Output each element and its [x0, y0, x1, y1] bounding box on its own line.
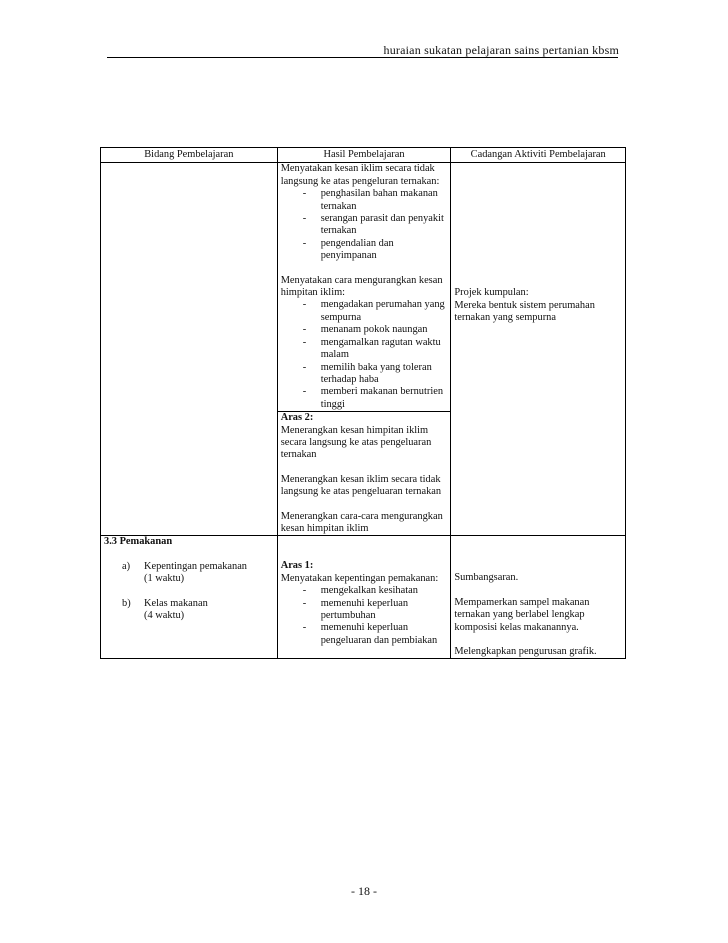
page-number: - 18 -	[351, 884, 377, 898]
document-header-title: huraian sukatan pelajaran sains pertanian kbsm	[383, 43, 619, 57]
aktiviti-text: Mempamerkan sampel makanan ternakan yang berlabel lengkap komposisi kelas makanannya.	[454, 596, 590, 633]
aktiviti-cell	[451, 536, 626, 659]
table-header-row	[101, 148, 626, 163]
hasil-cell-aras1	[277, 536, 451, 659]
aktiviti-text: Projek kumpulan:	[454, 287, 529, 299]
list-item: - mengamalkan ragutan waktu malam	[281, 337, 448, 362]
column-header-aktiviti: Cadangan Aktiviti Pembelajaran	[451, 148, 626, 163]
topic-time: (4 waktu)	[144, 610, 185, 621]
hasil-text: Menerangkan kesan himpitan iklim secara langsung ke atas pengeluaran ternakan	[280, 424, 432, 461]
list-item: - serangan parasit dan penyakit ternakan	[281, 213, 448, 238]
aktiviti-text: Mereka bentuk sistem perumahan ternakan yang sempurna	[454, 299, 595, 324]
topic-name: Kelas makanan	[144, 597, 208, 609]
aras-label: Aras 2:	[280, 412, 314, 424]
aktiviti-cell	[451, 163, 626, 536]
section-heading: 3.3 Pemakanan	[104, 536, 173, 548]
hasil-text: Menyatakan kesan iklim secara tidak langsung ke atas pengeluran ternakan:	[280, 163, 440, 187]
hasil-list	[281, 299, 448, 411]
bidang-cell	[101, 536, 278, 659]
aktiviti-text: Sumbangsaran.	[454, 572, 519, 584]
list-item: - menanam pokok naungan	[281, 324, 448, 336]
column-header-hasil: Hasil Pembelajaran	[277, 148, 451, 163]
list-item: - memenuhi keperluan pertumbuhan	[281, 598, 448, 623]
list-item: - memilih baka yang toleran terhadap haba	[281, 362, 448, 387]
aras-label: Aras 1:	[280, 560, 314, 572]
list-item	[104, 598, 274, 623]
topic-marker: b)	[122, 597, 131, 609]
topic-marker: a)	[122, 560, 131, 572]
hasil-text: Menyatakan cara mengurangkan kesan himpitan iklim:	[280, 274, 443, 299]
list-item: - penghasilan bahan makanan ternakan	[281, 188, 448, 213]
topic-time: (1 waktu)	[144, 573, 185, 585]
list-item: - mengadakan perumahan yang sempurna	[281, 299, 448, 324]
hasil-block	[281, 275, 448, 411]
table-row	[101, 163, 626, 412]
hasil-cell-aras2	[277, 412, 451, 536]
hasil-block	[281, 163, 448, 262]
hasil-list	[281, 188, 448, 262]
hasil-text: Menerangkan cara-cara mengurangkan kesan himpitan iklim	[280, 510, 443, 534]
list-item: - memenuhi keperluan pengeluaran dan pembiakan	[281, 622, 448, 647]
column-header-bidang: Bidang Pembelajaran	[101, 148, 278, 163]
list-item: - pengendalian dan penyimpanan	[281, 238, 448, 263]
list-item: - mengekalkan kesihatan	[281, 585, 448, 597]
header-rule	[107, 57, 618, 58]
bidang-cell-empty	[101, 163, 278, 536]
hasil-cell	[277, 163, 451, 412]
table-row	[101, 536, 626, 659]
topic-list	[104, 561, 274, 623]
hasil-text: Menerangkan kesan iklim secara tidak langsung ke atas pengeluaran ternakan	[280, 473, 442, 498]
list-item: - memberi makanan bernutrien tinggi	[281, 386, 448, 411]
aktiviti-text: Melengkapkan pengurusan grafik.	[454, 646, 597, 657]
syllabus-table	[100, 147, 626, 659]
topic-name: Kepentingan pemakanan	[144, 560, 247, 572]
hasil-text: Menyatakan kepentingan pemakanan:	[280, 572, 439, 584]
list-item	[104, 561, 274, 586]
hasil-list	[281, 585, 448, 647]
